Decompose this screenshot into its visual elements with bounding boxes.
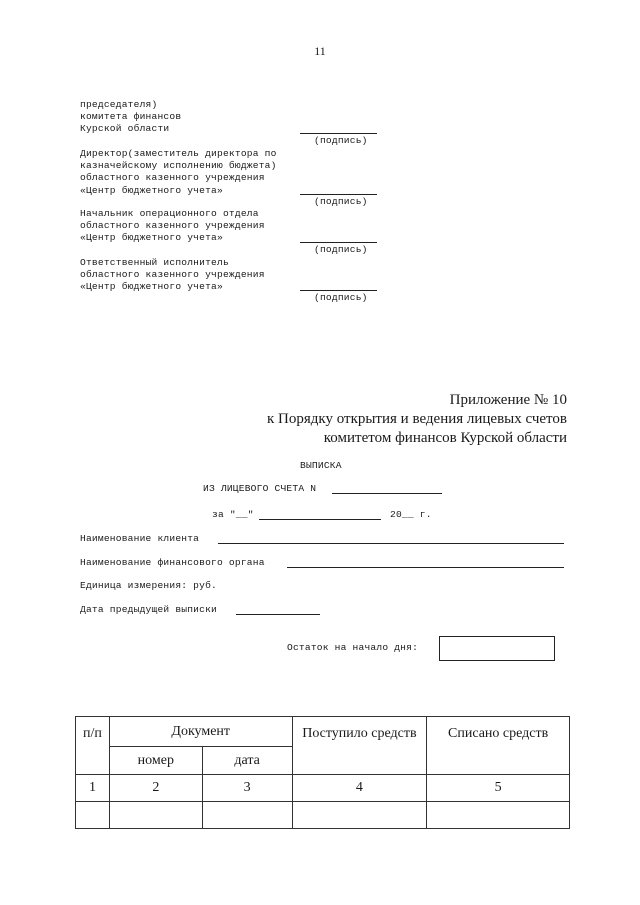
signature-line: «Центр бюджетного учета» xyxy=(80,232,223,244)
signature-line: Курской области xyxy=(80,123,170,135)
signature-caption: (подпись) xyxy=(314,244,368,255)
table-cell: 3 xyxy=(202,775,292,802)
table-cell: 4 xyxy=(292,775,427,802)
signature-line: областного казенного учреждения xyxy=(80,220,265,232)
signature-line: областного казенного учреждения xyxy=(80,172,265,184)
balance-box[interactable] xyxy=(439,636,555,661)
signature-underline[interactable] xyxy=(300,194,377,195)
appendix-line-2: к Порядку открытия и ведения лицевых счетов xyxy=(266,411,567,427)
statement-table xyxy=(75,716,570,829)
header-pp: п/п xyxy=(76,717,110,775)
signature-underline[interactable] xyxy=(300,290,377,291)
prev-statement-label: Дата предыдущей выписки xyxy=(80,604,218,615)
balance-label: Остаток на начало дня: xyxy=(287,642,419,653)
header-document: Документ xyxy=(109,717,292,747)
appendix-title: Приложение № 10 xyxy=(449,392,567,408)
client-label: Наименование клиента xyxy=(80,533,200,544)
form-heading: ВЫПИСКА xyxy=(300,460,342,471)
signature-line: казначейскому исполнению бюджета) xyxy=(80,160,277,172)
header-date: дата xyxy=(202,747,292,775)
date-prefix: за "__" xyxy=(212,509,254,520)
signature-line: комитета финансов xyxy=(80,111,182,123)
appendix-line-3: комитетом финансов Курской области xyxy=(323,430,567,446)
signature-block-1 xyxy=(80,99,181,136)
unit-label: Единица измерения: руб. xyxy=(80,580,218,591)
fin-org-field[interactable] xyxy=(287,567,564,568)
signature-line: «Центр бюджетного учета» xyxy=(80,184,223,196)
signature-line: председателя) xyxy=(80,99,158,110)
signature-line: Начальник операционного отдела xyxy=(80,208,259,219)
header-received: Поступило средств xyxy=(292,717,427,775)
table-row xyxy=(76,775,570,802)
signature-underline[interactable] xyxy=(300,133,377,134)
account-number-field[interactable] xyxy=(332,493,442,494)
page-number: 11 xyxy=(314,44,326,58)
header-written-off: Списано средств xyxy=(427,717,570,775)
fin-org-label: Наименование финансового органа xyxy=(80,557,265,568)
signature-block-2 xyxy=(80,148,277,197)
prev-statement-field[interactable] xyxy=(236,614,320,615)
table-cell[interactable] xyxy=(292,802,427,829)
table-cell[interactable] xyxy=(427,802,570,829)
signature-caption: (подпись) xyxy=(314,135,368,146)
signature-block-4 xyxy=(80,257,265,294)
client-name-field[interactable] xyxy=(218,543,564,544)
table-row xyxy=(76,802,570,829)
header-number: номер xyxy=(109,747,202,775)
signature-block-3 xyxy=(80,208,265,245)
table-cell: 2 xyxy=(109,775,202,802)
signature-line: Директор(заместитель директора по xyxy=(80,148,277,159)
table-cell[interactable] xyxy=(76,802,110,829)
signature-underline[interactable] xyxy=(300,242,377,243)
table-cell[interactable] xyxy=(202,802,292,829)
appendix-header xyxy=(267,391,567,448)
date-month-field[interactable] xyxy=(259,519,381,520)
table-cell: 5 xyxy=(427,775,570,802)
table-cell[interactable] xyxy=(109,802,202,829)
date-year: 20__ г. xyxy=(390,509,432,520)
signature-line: «Центр бюджетного учета» xyxy=(80,281,223,293)
signature-line: Ответственный исполнитель xyxy=(80,257,229,268)
signature-caption: (подпись) xyxy=(314,196,368,207)
table-cell: 1 xyxy=(76,775,110,802)
signature-caption: (подпись) xyxy=(314,292,368,303)
signature-line: областного казенного учреждения xyxy=(80,269,265,281)
account-label: ИЗ ЛИЦЕВОГО СЧЕТА N xyxy=(203,483,317,494)
